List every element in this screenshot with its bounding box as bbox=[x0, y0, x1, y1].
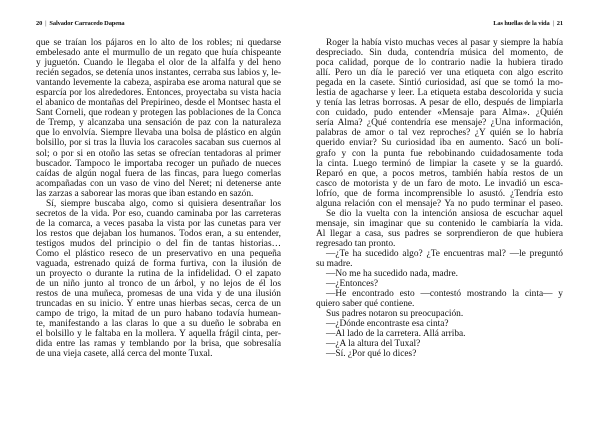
text-line: poca calidad, porque de lo contrario nadie la hubiera tirado bbox=[316, 58, 563, 69]
left-page-header bbox=[36, 20, 125, 27]
text-line: —¿Entonces? bbox=[326, 279, 379, 290]
text-line: grafo y con la punta fue rebobinando cuidadosamente toda bbox=[316, 148, 563, 159]
text-line: vaguada, estrenado quizá de forma furtiva, con la ilusión de bbox=[36, 259, 281, 270]
text-line: vantando levemente la cabeza, aspiraba ese aroma natural que se bbox=[36, 78, 281, 89]
text-line: de un niño junto al tronco de un árbol, y no lejos de él los bbox=[36, 279, 281, 290]
text-line: —¿A la altura del Tuxal? bbox=[326, 339, 421, 350]
text-line: Reparó en que, a pocos metros, también había restos de un bbox=[316, 168, 563, 179]
text-line: quiero saber qué contiene. bbox=[316, 299, 415, 310]
text-line: testigos mudos del principio o del fin de tantas historias… bbox=[36, 238, 281, 249]
text-line: querido enviar? Su curiosidad iba en aumento. Sacó un bolí- bbox=[316, 138, 563, 149]
text-line: las zarzas a saborear las moras que iban estando en sazón. bbox=[36, 188, 254, 199]
text-line: campo de trigo, la mitad de un puro habano todavía humean- bbox=[36, 309, 281, 320]
text-line: de una vieja casete, allá cerca del monte Tuxal. bbox=[36, 349, 213, 360]
text-line: secretos de la vida. Por eso, cuando caminaba por las carreteras bbox=[36, 208, 281, 219]
text-line: los restos que dejaban los humanos. Todos eran, a su entender, bbox=[36, 228, 281, 239]
text-line: de la comarca, a veces pasaba la vista por las cunetas para ver bbox=[36, 218, 281, 229]
text-line: recién segados, se detenía unos instantes, cerraba sus labios y, le- bbox=[36, 68, 281, 79]
text-line: alguna relación con el mensaje? Ya no pudo terminar el paseo. bbox=[316, 198, 563, 209]
text-line: caídas de algún nogal fuera de las fincas, para luego comerlas bbox=[36, 168, 281, 179]
text-line: Roger la había visto muchas veces al pasar y siempre la había bbox=[326, 38, 563, 48]
text-line: —Sí. ¿Por qué lo dices? bbox=[326, 349, 417, 360]
text-line: —¿Dónde encontraste esa cinta? bbox=[326, 319, 449, 330]
text-line: dida entre las ramas y temblando por la brisa, que sobresalía bbox=[36, 339, 281, 350]
text-line: Sí, siempre buscaba algo, como si quisiera desentrañar los bbox=[46, 198, 281, 209]
text-line: allí. Pero un día le pareció ver una etiqueta con algo escrito bbox=[316, 68, 563, 79]
right-page-body-text bbox=[316, 38, 563, 360]
text-line: truncadas en su inicio. Y entre unas hierbas secas, cerca de un bbox=[36, 299, 281, 310]
text-line: de Tremp, y alcanzaba una sensación de paz con la naturaleza bbox=[36, 118, 281, 129]
text-line: —He encontrado esto —contestó mostrando la cinta— y bbox=[326, 289, 563, 300]
text-line: pegada en la casete. Sintió curiosidad, así que se tomó la mo- bbox=[316, 78, 563, 89]
text-line: sol; o por si en otoño las setas se ofrecían tentadoras al primer bbox=[36, 148, 281, 159]
text-line: un proyecto o durante la rutina de la infidelidad. O el zapato bbox=[36, 269, 281, 280]
header-separator: | bbox=[45, 20, 47, 27]
text-line: acompañadas con un vaso de vino del Neret; ni detenerse ante bbox=[36, 178, 281, 189]
text-line: Al llegar a casa, sus padres se sorprendieron de que hubiera bbox=[316, 228, 563, 239]
text-line: que se traían los pájaros en lo alto de los robles; ni quedarse bbox=[36, 38, 281, 48]
text-line: que lo envolvía. Siempre llevaba una bolsa de plástico en algún bbox=[36, 128, 281, 139]
text-line: lestia de agacharse y leer. La etiqueta estaba descolorida y sucia bbox=[316, 88, 563, 99]
text-line: el bolsillo y le faltaba en la mollera. Y aquella frágil cinta, per- bbox=[36, 329, 281, 340]
text-line: su madre. bbox=[316, 259, 353, 270]
text-line: despreciado. Sin duda, contendría música del momento, de bbox=[316, 48, 563, 59]
page-number: 21 bbox=[556, 20, 563, 27]
text-line: —¿Te ha sucedido algo? ¿Te encuentras mal? —le preguntó bbox=[326, 248, 563, 259]
text-line: embelesado ante el murmullo de un regato que huía chispeante bbox=[36, 48, 281, 59]
text-line: Sus padres notaron su preocupación. bbox=[326, 309, 464, 320]
text-line: el abanico de montañas del Prepirineo, desde el Montsec hasta el bbox=[36, 98, 281, 109]
running-title-author: Salvador Carracedo Dapena bbox=[49, 20, 125, 27]
text-line: y tenía las letras borrosas. A pesar de ello, después de limpiarla bbox=[316, 98, 563, 109]
text-line: palabras de amor o tal vez reproches? ¿Y quién se lo habría bbox=[316, 128, 563, 139]
text-line: Sant Corneli, que rodean y protegen las poblaciones de la Conca bbox=[36, 108, 281, 119]
text-line: lofrío, que de forma incomprensible lo asustó. ¿Tendría esto bbox=[316, 188, 563, 199]
text-line: restos de una muñeca, promesas de una vida y de una ilusión bbox=[36, 289, 281, 300]
text-line: la cinta. Luego terminó de limpiar la casete y se la guardó. bbox=[316, 158, 563, 169]
text-line: esparcía por los alrededores. Entonces, proyectaba su vista hacia bbox=[36, 88, 281, 99]
text-line: —No me ha sucedido nada, madre. bbox=[326, 269, 458, 280]
left-page-body-text bbox=[36, 38, 281, 360]
text-line: y juguetón. Cuando le llegaba el olor de la alfalfa y del heno bbox=[36, 58, 281, 69]
text-line: casco de motorista y de un faro de moto. Le invadió un esca- bbox=[316, 178, 563, 189]
right-page bbox=[300, 0, 600, 425]
text-line: buscador. Tampoco le importaba recoger un puñado de nueces bbox=[36, 158, 281, 169]
text-line: bolsillo, por si tras la lluvia los caracoles sacaban sus cuernos al bbox=[36, 138, 281, 149]
page-number: 20 bbox=[36, 20, 43, 27]
running-title-book: Las huellas de la vida bbox=[493, 20, 550, 27]
right-page-header bbox=[493, 20, 563, 27]
text-line: Como el plástico reseco de un preservativo en una pequeña bbox=[36, 248, 281, 259]
text-line: Se dio la vuelta con la intención ansiosa de escuchar aquel bbox=[326, 208, 563, 219]
text-line: te, manifestando a las claras lo que a su dueño le sobraba en bbox=[36, 319, 281, 330]
text-line: sería Alma? ¿Qué contendría ese mensaje? ¿Una información, bbox=[316, 118, 563, 129]
text-line: —Al lado de la carretera. Allá arriba. bbox=[326, 329, 466, 340]
text-line: regresado tan pronto. bbox=[316, 238, 396, 249]
text-line: con cuidado, pudo entender «Mensaje para Alma». ¿Quién bbox=[316, 108, 563, 119]
header-separator: | bbox=[552, 20, 554, 27]
text-line: mensaje, sin imaginar que su contenido le cambiaría la vida. bbox=[316, 218, 563, 229]
